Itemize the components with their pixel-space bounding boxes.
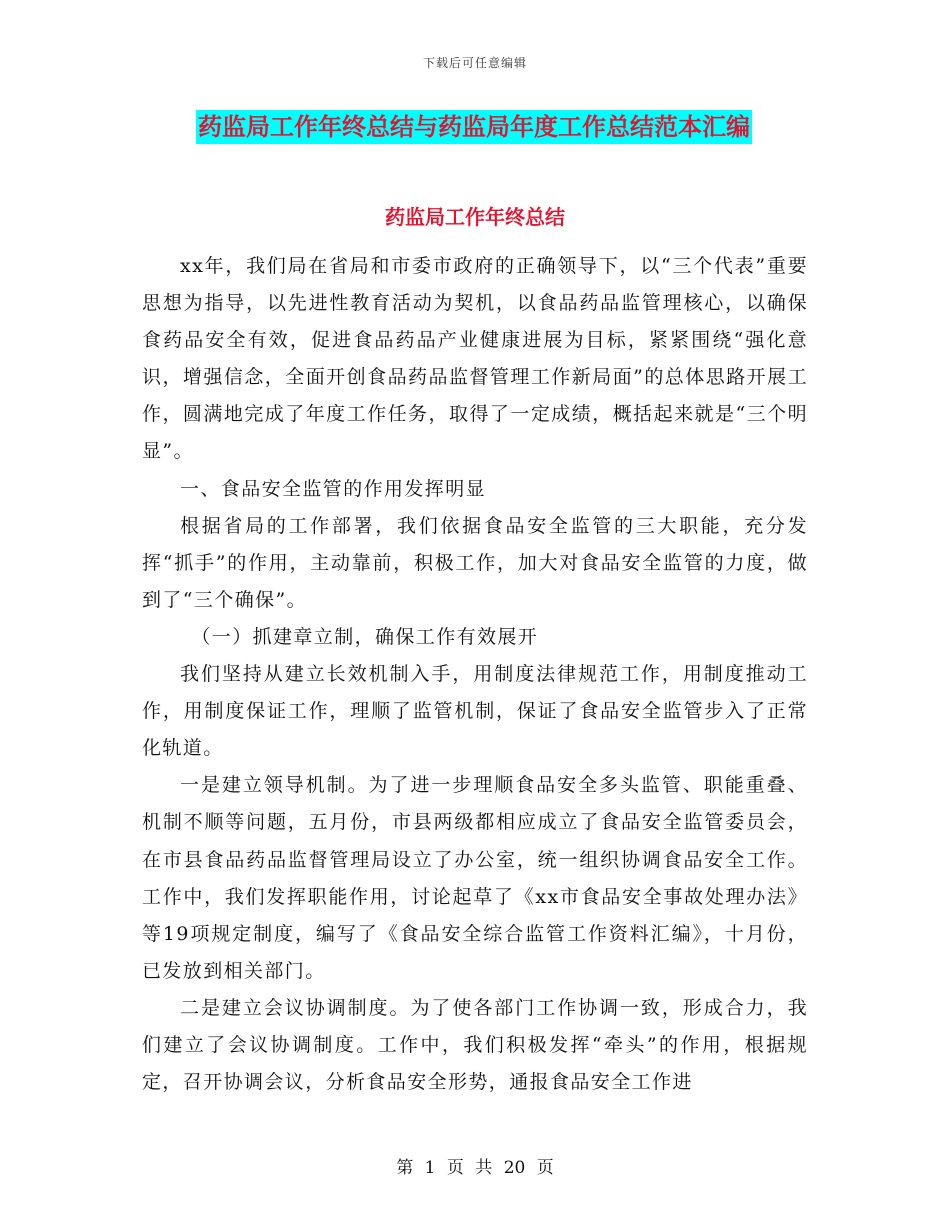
subheading-one: （一）抓建章立制，确保工作有效展开 [191, 625, 539, 648]
body-paragraph: 二是建立会议协调制度。为了使各部门工作协调一致，形成合力，我们建立了会议协调制度。工作中，我们积极发挥“牵头”的作用，根据规定，召开协调会议，分析食品安全形势，通报食品安全工作进 [142, 996, 808, 1094]
document-body [142, 248, 808, 1101]
page-header-note: 下载后可任意编辑 [422, 56, 527, 70]
document-title: 药监局工作年终总结与药监局年度工作总结范本汇编 [196, 110, 752, 144]
body-paragraph: 一是建立领导机制。为了进一步理顺食品安全多头监管、职能重叠、机制不顺等问题，五月份，市县两级都相应成立了食品安全监管委员会，在市县食品药品监督管理局设立了办公室，统一组织协调食品安全工作。工作中，我们发挥职能作用，讨论起草了《xx市食品安全事故处理办法》等19项规定制度，编写了《食品安全综合监管工作资料汇编》，十月份，已发放到相关部门。 [142, 774, 808, 982]
page-footer: 第 1 页 共 20 页 [396, 1158, 554, 1178]
body-paragraph: 根据省局的工作部署，我们依据食品安全监管的三大职能，充分发挥“抓手”的作用，主动靠前，积极工作，加大对食品安全监管的力度，做到了“三个确保”。 [142, 514, 808, 611]
body-paragraph-intro: xx年，我们局在省局和市委市政府的正确领导下，以“三个代表”重要思想为指导，以先进性教育活动为契机，以食品药品监管理核心，以确保食药品安全有效，促进食品药品产业健康进展为目标，紧紧围绕“强化意识，增强信念，全面开创食品药品监督管理工作新局面”的总体思路开展工作，圆满地完成了年度工作任务，取得了一定成绩，概括起来就是“三个明显”。 [142, 255, 808, 463]
heading-one: 一、食品安全监管的作用发挥明显 [180, 477, 487, 500]
body-paragraph: 我们坚持从建立长效机制入手，用制度法律规范工作，用制度推动工作，用制度保证工作，理顺了监管机制，保证了食品安全监管步入了正常化轨道。 [142, 663, 808, 760]
section-title: 药监局工作年终总结 [385, 205, 565, 229]
